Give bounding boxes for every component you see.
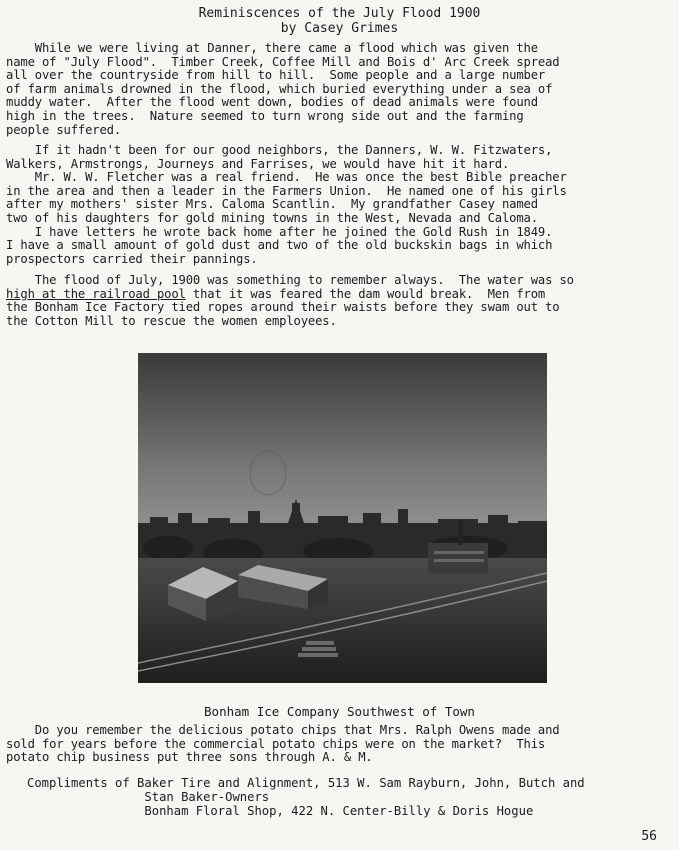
underlined-phrase: high at the railroad pool [6,286,186,301]
paragraph-3 [6,274,670,328]
photo-caption: Bonham Ice Company Southwest of Town [204,704,475,719]
paragraph-1: While we were living at Danner, there came a flood which was given the name of "July Flood". Timber Creek, Coffee Mill and Bois d' Arc Creek spread all over the countryside from hill to hill. Some people and a large number of farm animals drowned in the flood, which buried everything under a sea of muddy water. After the flood went down, bodies of dead animals were found high in the trees. Nature seemed to turn wrong side out and the farming people suffered. [6,41,560,137]
article-title: Reminiscences of the July Flood 1900 [198,6,481,21]
town-photo-illustration [138,353,547,683]
article-byline: by Casey Grimes [280,21,399,36]
paragraph-4: Do you remember the delicious potato chips that Mrs. Ralph Owens made and sold for years before the commercial potato chips were on the market? This potato chip business put three sons through A. & M. [6,723,560,765]
compliments-block: Compliments of Baker Tire and Alignment, 513 W. Sam Rayburn, John, Butch and Stan Baker-Owners Bonham Floral Shop, 422 N. Center-Billy & Doris Hogue [27,776,585,818]
paragraph-2: If it hadn't been for our good neighbors, the Danners, W. W. Fitzwaters, Walkers, Armstrongs, Journeys and Farrises, we would have hit it hard. Mr. W. W. Fletcher was a real friend. He was once the best Bible preacher in the area and then a leader in the Farmers Union. He named one of his girls after my mothers' sister Mrs. Caloma Scantlin. My grandfather Casey named two of his daughters for gold mining towns in the West, Nevada and Caloma. I have letters he wrote back home after he joined the Gold Rush in 1849. I have a small amount of gold dust and two of the old buckskin bags in which prospectors carried their pannings. [6,143,567,266]
page-number: 56 [641,829,657,844]
paragraph-3-line-1: The flood of July, 1900 was something to remember always. The water was so [6,273,574,287]
paragraph-3-rest: that it was feared the dam would break. Men from the Bonham Ice Factory tied ropes around their waists before they swam out to the Cotton Mill to rescue the women employees. [6,286,560,328]
title-block [0,6,679,36]
historic-photo [138,353,547,683]
